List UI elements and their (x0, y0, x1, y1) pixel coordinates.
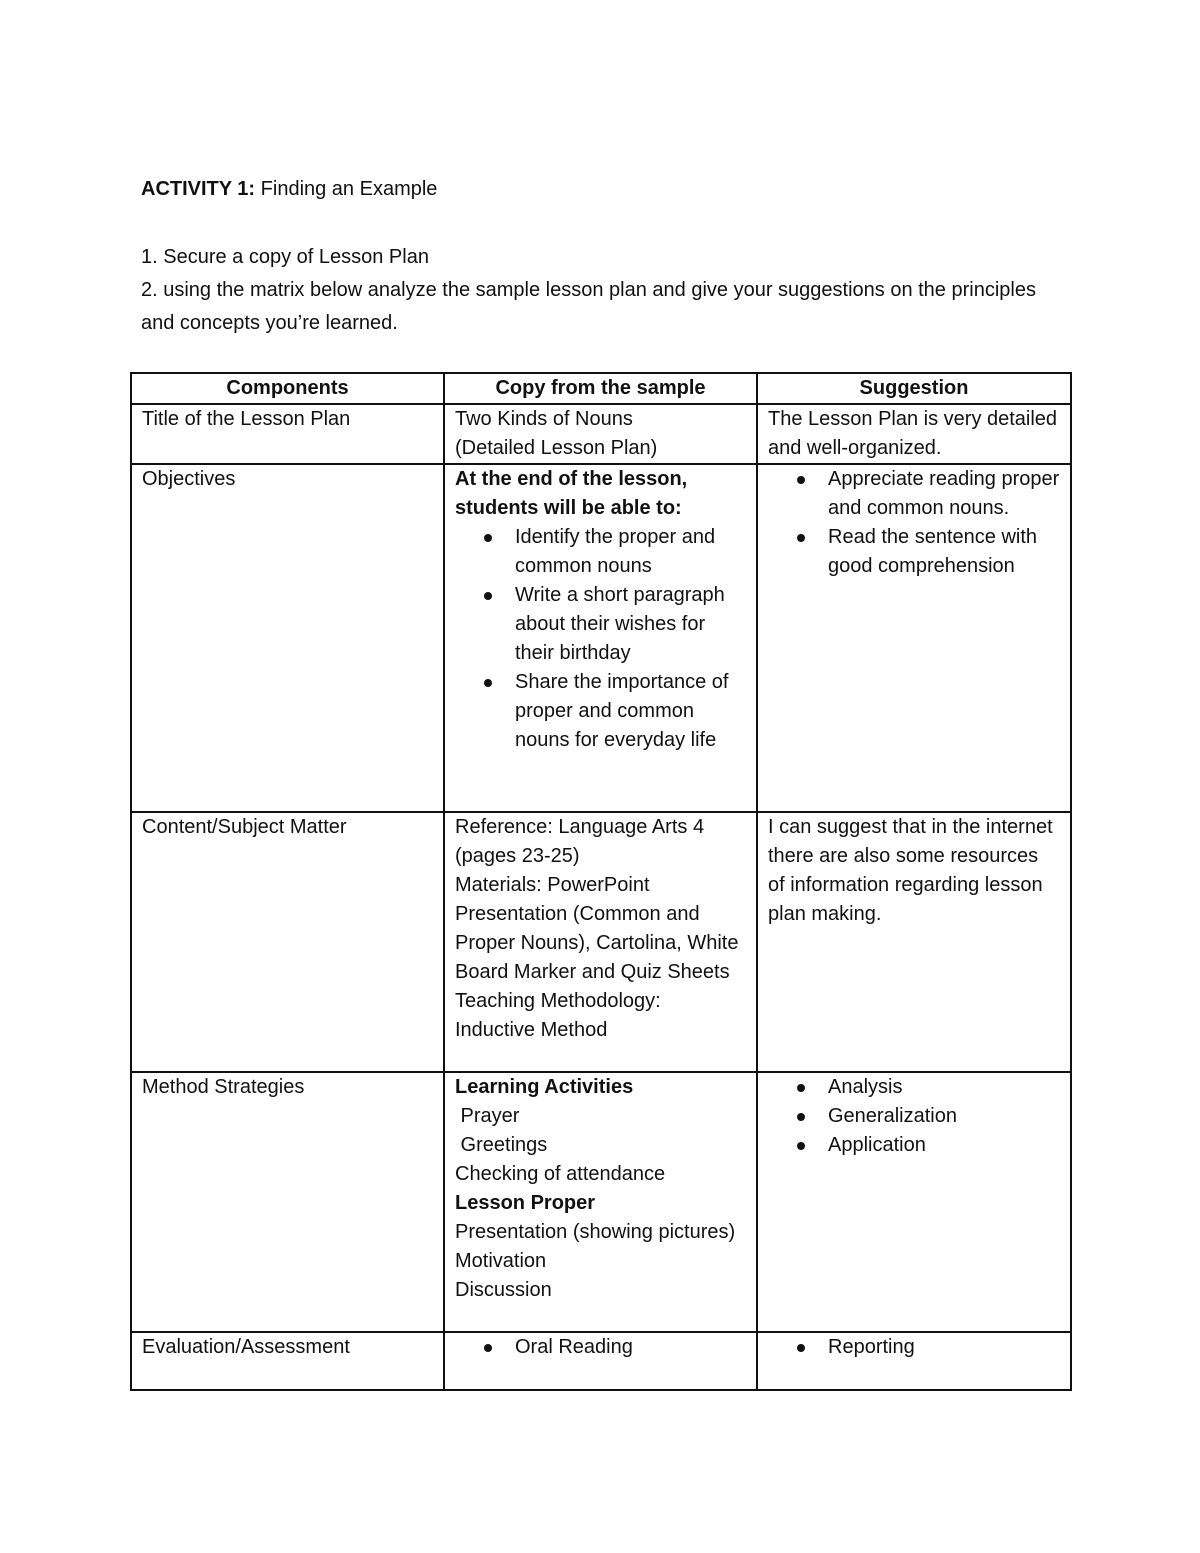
analysis-matrix (130, 372, 1072, 1391)
method-component-cell: Method Strategies (131, 1072, 444, 1332)
content-suggestion-cell (757, 812, 1071, 1072)
list-item: Appreciate reading proper and common nouns. (828, 465, 1060, 523)
content-row (131, 812, 1071, 1072)
proper-motivation: Motivation (455, 1250, 547, 1272)
instructions (141, 241, 1041, 340)
list-item: Analysis (828, 1073, 1060, 1102)
evaluation-component-cell: Evaluation/Assessment (131, 1332, 444, 1390)
activity-heading (141, 175, 437, 203)
title-sample-cell (444, 404, 757, 464)
list-item: Read the sentence with good comprehension (828, 523, 1060, 581)
content-component-cell: Content/Subject Matter (131, 812, 444, 1072)
activity-greetings: Greetings (455, 1134, 548, 1156)
title-suggestion-cell: The Lesson Plan is very detailed and well-organized. (757, 404, 1071, 464)
proper-presentation: Presentation (showing pictures) (455, 1221, 736, 1243)
evaluation-sample-cell (444, 1332, 757, 1390)
content-materials: Materials: PowerPoint Presentation (Common and Proper Nouns), Cartolina, White Board Marker and Quiz Sheets (455, 874, 739, 983)
list-item: Write a short paragraph about their wishes for their birthday (515, 581, 746, 668)
header-row (131, 373, 1071, 404)
title-sample-line2: (Detailed Lesson Plan) (455, 437, 658, 459)
evaluation-suggestion-list (768, 1333, 1060, 1362)
list-item: Share the importance of proper and common nouns for everyday life (515, 668, 746, 755)
header-copy-from-sample: Copy from the sample (444, 373, 757, 404)
evaluation-sample-list (455, 1333, 746, 1362)
lesson-proper-heading: Lesson Proper (455, 1192, 596, 1214)
method-sample-cell (444, 1072, 757, 1332)
proper-discussion: Discussion (455, 1279, 552, 1301)
content-sample-cell (444, 812, 757, 1072)
content-reference: Reference: Language Arts 4 (pages 23-25) (455, 816, 705, 867)
activity-title: Finding an Example (260, 178, 438, 200)
content-suggestion-text: I can suggest that in the internet there are also some resources of information regarding lesson plan making. (768, 816, 1053, 925)
objectives-row (131, 464, 1071, 812)
instruction-1: 1. Secure a copy of Lesson Plan (141, 246, 429, 268)
header-components: Components (131, 373, 444, 404)
activity-prayer: Prayer (455, 1105, 520, 1127)
method-suggestion-list (768, 1073, 1060, 1160)
list-item: Identify the proper and common nouns (515, 523, 746, 581)
objectives-intro: At the end of the lesson, students will be able to: (455, 468, 688, 519)
list-item: Reporting (828, 1333, 1060, 1362)
evaluation-row (131, 1332, 1071, 1390)
objectives-component-cell: Objectives (131, 464, 444, 812)
objectives-list (455, 523, 746, 755)
learning-activities-heading: Learning Activities (455, 1076, 634, 1098)
activity-attendance: Checking of attendance (455, 1163, 666, 1185)
header-suggestion: Suggestion (757, 373, 1071, 404)
activity-label: ACTIVITY 1: (141, 178, 256, 200)
list-item: Generalization (828, 1102, 1060, 1131)
list-item: Oral Reading (515, 1333, 746, 1362)
evaluation-suggestion-cell (757, 1332, 1071, 1390)
title-sample-line1: Two Kinds of Nouns (455, 408, 633, 430)
title-component-cell: Title of the Lesson Plan (131, 404, 444, 464)
objectives-suggestion-cell (757, 464, 1071, 812)
method-row (131, 1072, 1071, 1332)
objectives-suggestion-list (768, 465, 1060, 581)
content-methodology: Teaching Methodology: Inductive Method (455, 990, 661, 1041)
objectives-sample-cell (444, 464, 757, 812)
list-item: Application (828, 1131, 1060, 1160)
method-suggestion-cell (757, 1072, 1071, 1332)
title-row (131, 404, 1071, 464)
instruction-2: 2. using the matrix below analyze the sample lesson plan and give your suggestions on the principles and concepts you’re learned. (141, 279, 1036, 334)
